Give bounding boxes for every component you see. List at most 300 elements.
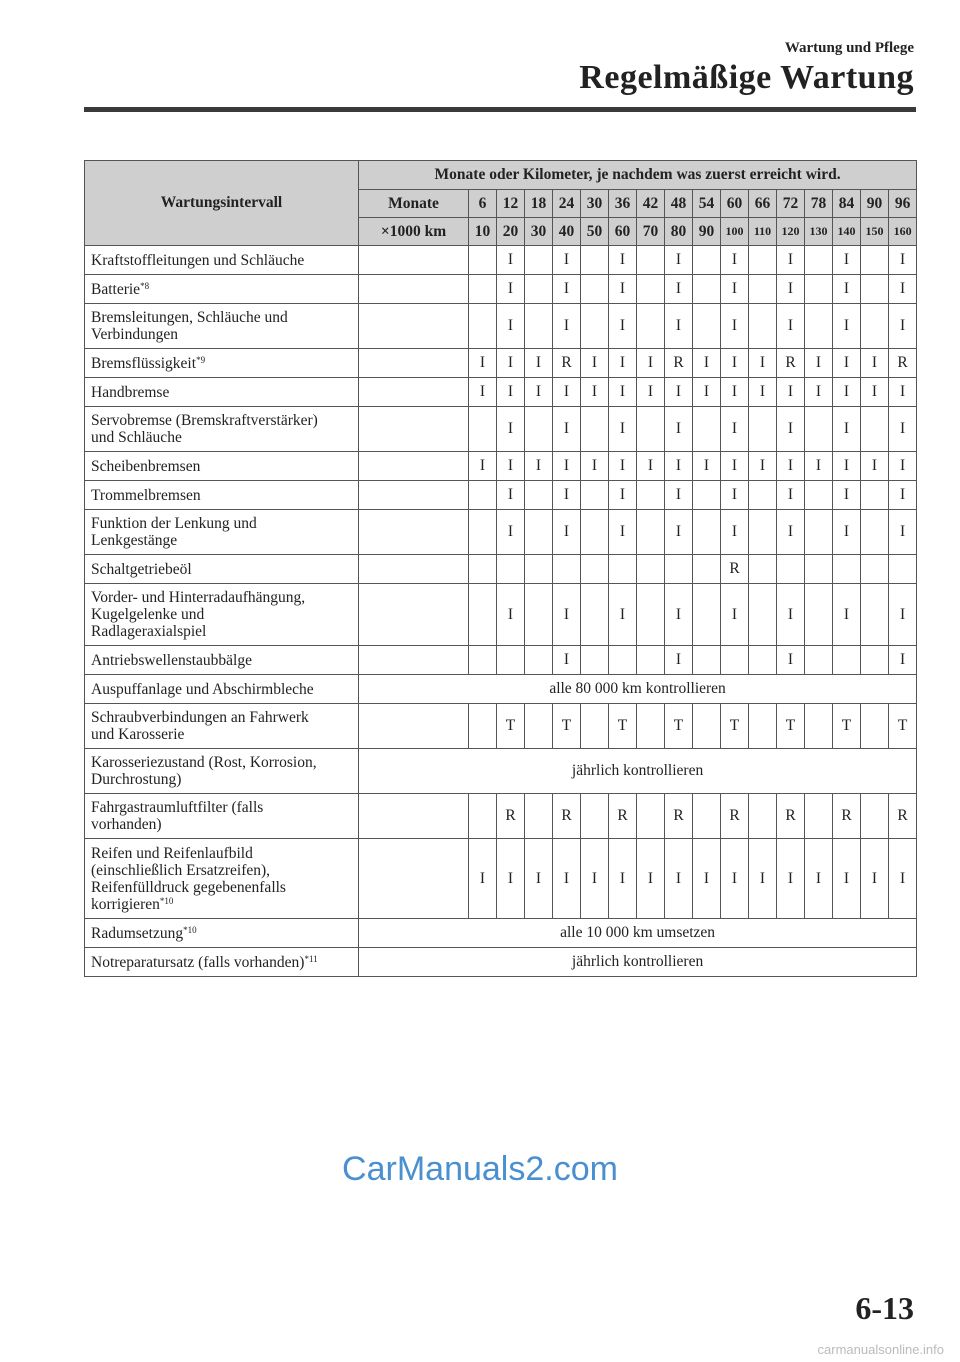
schedule-cell — [581, 794, 609, 839]
month-header-cell: 54 — [693, 190, 721, 218]
schedule-cell — [805, 510, 833, 555]
schedule-cell: R — [721, 555, 749, 584]
table-row — [85, 555, 917, 584]
table-row — [85, 481, 917, 510]
maintenance-item-label: Notreparatursatz (falls vorhanden) — [91, 953, 305, 971]
schedule-cell: I — [721, 349, 749, 378]
table-row — [85, 794, 917, 839]
table-row — [85, 510, 917, 555]
maintenance-item-label: Handbremse — [91, 383, 170, 401]
month-header-cell: 24 — [553, 190, 581, 218]
schedule-cell: I — [609, 452, 637, 481]
schedule-cell: I — [889, 452, 917, 481]
maintenance-item-label: Scheibenbremsen — [91, 457, 201, 475]
schedule-cell: I — [889, 407, 917, 452]
maintenance-item-label: Fahrgastraumluftfilter (falls vorhanden) — [91, 799, 264, 833]
schedule-cell: I — [469, 349, 497, 378]
footnote-ref: *11 — [304, 953, 318, 964]
maintenance-item — [85, 948, 359, 977]
interval-note: jährlich kontrollieren — [359, 948, 917, 977]
schedule-cell — [637, 794, 665, 839]
schedule-cell: I — [609, 584, 637, 646]
schedule-cell: I — [665, 378, 693, 407]
schedule-cell — [581, 510, 609, 555]
schedule-cell — [749, 704, 777, 749]
schedule-cell: I — [833, 481, 861, 510]
schedule-cell: I — [553, 839, 581, 919]
maintenance-item-label: Schraubverbindungen an Fahrwerk und Karosserie — [91, 709, 309, 743]
schedule-cell — [805, 246, 833, 275]
month-header-cell: 12 — [497, 190, 525, 218]
schedule-cell: I — [777, 839, 805, 919]
table-row — [85, 948, 917, 977]
schedule-cell: I — [525, 349, 553, 378]
schedule-cell: I — [469, 839, 497, 919]
schedule-cell — [693, 704, 721, 749]
schedule-cell: I — [581, 452, 609, 481]
month-header-cell: 96 — [889, 190, 917, 218]
schedule-cell — [693, 646, 721, 675]
schedule-cell — [469, 481, 497, 510]
schedule-cell: I — [777, 584, 805, 646]
interval-header: Wartungsintervall — [85, 161, 359, 246]
maintenance-item — [85, 749, 359, 794]
schedule-cell: I — [833, 510, 861, 555]
schedule-cell — [805, 407, 833, 452]
maintenance-item — [85, 349, 359, 378]
maintenance-item-label: Karosseriezustand (Rost, Korrosion, Durchrostung) — [91, 754, 317, 788]
label-spacer-cell — [359, 510, 469, 555]
table-row — [85, 839, 917, 919]
km-header-cell: 90 — [693, 218, 721, 246]
schedule-cell — [525, 275, 553, 304]
maintenance-item — [85, 675, 359, 704]
schedule-cell — [861, 275, 889, 304]
schedule-cell: I — [721, 407, 749, 452]
schedule-cell — [693, 481, 721, 510]
table-row — [85, 275, 917, 304]
schedule-cell: I — [861, 378, 889, 407]
schedule-cell: I — [721, 378, 749, 407]
schedule-cell: I — [777, 481, 805, 510]
label-spacer-cell — [359, 349, 469, 378]
schedule-cell: I — [497, 452, 525, 481]
schedule-cell — [721, 646, 749, 675]
schedule-cell: I — [833, 452, 861, 481]
schedule-cell: R — [889, 349, 917, 378]
schedule-cell: I — [581, 349, 609, 378]
schedule-cell — [469, 794, 497, 839]
schedule-cell: I — [749, 452, 777, 481]
schedule-cell: I — [609, 304, 637, 349]
schedule-cell: T — [889, 704, 917, 749]
schedule-cell: I — [665, 584, 693, 646]
km-header-cell: 160 — [889, 218, 917, 246]
month-header-cell: 60 — [721, 190, 749, 218]
schedule-cell: I — [609, 349, 637, 378]
km-header-cell: 100 — [721, 218, 749, 246]
schedule-cell: I — [497, 481, 525, 510]
schedule-cell — [665, 555, 693, 584]
label-spacer-cell — [359, 794, 469, 839]
schedule-cell: I — [889, 510, 917, 555]
schedule-cell: I — [889, 246, 917, 275]
schedule-cell — [693, 304, 721, 349]
schedule-cell — [749, 510, 777, 555]
schedule-cell: I — [721, 304, 749, 349]
schedule-cell: I — [777, 246, 805, 275]
month-header-cell: 66 — [749, 190, 777, 218]
month-header-cell: 36 — [609, 190, 637, 218]
schedule-cell — [637, 481, 665, 510]
maintenance-table-container — [84, 160, 916, 977]
schedule-cell — [805, 646, 833, 675]
maintenance-item-label: Auspuffanlage und Abschirmbleche — [91, 680, 314, 698]
table-row — [85, 304, 917, 349]
schedule-cell: I — [861, 349, 889, 378]
maintenance-item-label: Vorder- und Hinterradaufhängung, Kugelgelenke und Radlageraxialspiel — [91, 589, 306, 640]
schedule-cell: R — [777, 349, 805, 378]
km-header-cell: 130 — [805, 218, 833, 246]
km-header-cell: 80 — [665, 218, 693, 246]
schedule-cell — [581, 246, 609, 275]
label-spacer-cell — [359, 407, 469, 452]
schedule-cell — [581, 481, 609, 510]
schedule-caption: Monate oder Kilometer, je nachdem was zuerst erreicht wird. — [359, 161, 917, 190]
schedule-cell: I — [665, 304, 693, 349]
footnote-ref: *10 — [159, 895, 174, 906]
schedule-cell: I — [497, 584, 525, 646]
schedule-cell: R — [609, 794, 637, 839]
schedule-cell: I — [721, 275, 749, 304]
schedule-cell — [861, 510, 889, 555]
maintenance-item-label: Reifen und Reifenlaufbild (einschließlich Ersatzreifen), Reifenfülldruck gegebenenfalls korrigieren — [91, 844, 286, 913]
label-spacer-cell — [359, 275, 469, 304]
schedule-cell: I — [497, 349, 525, 378]
schedule-cell — [469, 246, 497, 275]
schedule-cell: I — [665, 246, 693, 275]
table-row — [85, 378, 917, 407]
km-header-cell: 50 — [581, 218, 609, 246]
schedule-cell: R — [833, 794, 861, 839]
month-header-cell: 6 — [469, 190, 497, 218]
schedule-cell: I — [665, 510, 693, 555]
schedule-cell: I — [861, 839, 889, 919]
schedule-cell — [693, 794, 721, 839]
schedule-cell — [637, 646, 665, 675]
schedule-cell — [469, 407, 497, 452]
schedule-cell — [497, 555, 525, 584]
schedule-cell — [469, 646, 497, 675]
schedule-cell: I — [833, 407, 861, 452]
maintenance-item — [85, 275, 359, 304]
month-header-cell: 72 — [777, 190, 805, 218]
schedule-cell: I — [805, 452, 833, 481]
schedule-cell: I — [497, 275, 525, 304]
schedule-cell — [749, 794, 777, 839]
schedule-cell — [861, 555, 889, 584]
table-row — [85, 749, 917, 794]
schedule-cell — [833, 646, 861, 675]
schedule-cell — [861, 794, 889, 839]
schedule-cell: T — [833, 704, 861, 749]
schedule-cell: I — [749, 839, 777, 919]
schedule-cell: T — [553, 704, 581, 749]
month-header-cell: 90 — [861, 190, 889, 218]
maintenance-item — [85, 794, 359, 839]
label-spacer-cell — [359, 378, 469, 407]
schedule-cell: I — [553, 378, 581, 407]
schedule-cell — [469, 304, 497, 349]
maintenance-item-label: Funktion der Lenkung und Lenkgestänge — [91, 515, 257, 549]
schedule-cell: I — [581, 839, 609, 919]
schedule-cell: I — [637, 839, 665, 919]
table-row — [85, 646, 917, 675]
maintenance-item-label: Bremsleitungen, Schläuche und Verbindungen — [91, 309, 288, 343]
table-row — [85, 675, 917, 704]
maintenance-table-body — [85, 246, 917, 977]
schedule-cell: R — [553, 349, 581, 378]
schedule-cell — [693, 584, 721, 646]
maintenance-item-label: Servobremse (Bremskraftverstärker) und Schläuche — [91, 412, 318, 446]
schedule-cell — [693, 275, 721, 304]
label-spacer-cell — [359, 646, 469, 675]
table-row — [85, 919, 917, 948]
schedule-cell: I — [833, 584, 861, 646]
schedule-cell: I — [693, 349, 721, 378]
label-spacer-cell — [359, 555, 469, 584]
km-header-cell: 20 — [497, 218, 525, 246]
maintenance-item — [85, 646, 359, 675]
schedule-cell: I — [693, 378, 721, 407]
label-spacer-cell — [359, 246, 469, 275]
schedule-cell — [749, 584, 777, 646]
schedule-cell: I — [721, 839, 749, 919]
footnote-ref: *8 — [140, 280, 150, 291]
schedule-cell: I — [609, 510, 637, 555]
schedule-cell — [833, 555, 861, 584]
maintenance-item-label: Radumsetzung — [91, 924, 184, 942]
schedule-cell: I — [637, 378, 665, 407]
schedule-cell — [525, 584, 553, 646]
schedule-cell — [749, 304, 777, 349]
interval-note: alle 10 000 km umsetzen — [359, 919, 917, 948]
schedule-cell — [553, 555, 581, 584]
schedule-cell: I — [553, 481, 581, 510]
schedule-cell: R — [497, 794, 525, 839]
schedule-cell: I — [889, 839, 917, 919]
label-spacer-cell — [359, 704, 469, 749]
label-spacer-cell — [359, 452, 469, 481]
schedule-cell — [637, 407, 665, 452]
schedule-cell — [525, 704, 553, 749]
schedule-cell: R — [665, 349, 693, 378]
maintenance-item-label: Batterie — [91, 280, 141, 298]
schedule-cell: I — [721, 452, 749, 481]
schedule-cell: I — [833, 304, 861, 349]
schedule-cell: I — [497, 839, 525, 919]
schedule-cell — [889, 555, 917, 584]
months-label: Monate — [359, 190, 469, 218]
section-label: Wartung und Pflege — [784, 40, 914, 56]
table-row — [85, 349, 917, 378]
km-header-cell: 10 — [469, 218, 497, 246]
schedule-cell: I — [497, 378, 525, 407]
schedule-cell — [525, 407, 553, 452]
schedule-cell: I — [525, 452, 553, 481]
schedule-cell — [525, 481, 553, 510]
schedule-cell — [497, 646, 525, 675]
schedule-cell — [525, 555, 553, 584]
maintenance-item — [85, 510, 359, 555]
km-header-cell: 150 — [861, 218, 889, 246]
schedule-cell — [861, 646, 889, 675]
schedule-cell — [749, 246, 777, 275]
km-header-cell: 40 — [553, 218, 581, 246]
schedule-cell: I — [777, 452, 805, 481]
maintenance-item — [85, 839, 359, 919]
footnote-ref: *10 — [183, 924, 197, 935]
schedule-cell — [469, 704, 497, 749]
maintenance-item-label: Bremsflüssigkeit — [91, 354, 197, 372]
schedule-cell: I — [553, 275, 581, 304]
km-header-cell: 70 — [637, 218, 665, 246]
maintenance-item — [85, 481, 359, 510]
schedule-cell: I — [469, 452, 497, 481]
maintenance-schedule-table — [84, 160, 917, 977]
footnote-ref: *9 — [196, 354, 206, 365]
schedule-cell: I — [609, 246, 637, 275]
maintenance-item-label: Schaltgetriebeöl — [91, 560, 192, 578]
schedule-cell: I — [721, 246, 749, 275]
schedule-cell: I — [889, 378, 917, 407]
maintenance-item — [85, 704, 359, 749]
schedule-cell: R — [889, 794, 917, 839]
schedule-cell — [525, 794, 553, 839]
schedule-cell: I — [889, 646, 917, 675]
schedule-cell: I — [777, 510, 805, 555]
schedule-cell: I — [665, 646, 693, 675]
interval-note: alle 80 000 km kontrollieren — [359, 675, 917, 704]
schedule-cell — [805, 555, 833, 584]
schedule-cell — [805, 704, 833, 749]
maintenance-item — [85, 584, 359, 646]
schedule-cell: R — [777, 794, 805, 839]
watermark-logo: CarManuals2.com — [342, 1150, 618, 1188]
schedule-cell: I — [609, 481, 637, 510]
schedule-cell: I — [777, 378, 805, 407]
table-row — [85, 704, 917, 749]
maintenance-item — [85, 246, 359, 275]
page-header — [579, 38, 914, 98]
schedule-cell — [469, 555, 497, 584]
schedule-cell — [581, 584, 609, 646]
schedule-cell — [469, 275, 497, 304]
schedule-cell: I — [889, 584, 917, 646]
month-header-cell: 42 — [637, 190, 665, 218]
schedule-cell: I — [749, 378, 777, 407]
schedule-cell: I — [553, 584, 581, 646]
schedule-cell — [637, 584, 665, 646]
schedule-cell — [777, 555, 805, 584]
schedule-cell: I — [721, 510, 749, 555]
page-number: 6-13 — [855, 1290, 914, 1326]
schedule-cell: I — [525, 378, 553, 407]
schedule-cell — [525, 246, 553, 275]
schedule-cell: T — [777, 704, 805, 749]
schedule-cell: I — [777, 275, 805, 304]
schedule-cell: I — [553, 452, 581, 481]
schedule-cell: I — [833, 839, 861, 919]
schedule-cell: I — [833, 275, 861, 304]
maintenance-item — [85, 452, 359, 481]
km-header-cell: 110 — [749, 218, 777, 246]
schedule-cell — [861, 584, 889, 646]
schedule-cell: I — [693, 839, 721, 919]
table-row — [85, 452, 917, 481]
schedule-cell: I — [721, 481, 749, 510]
schedule-cell — [805, 304, 833, 349]
schedule-cell — [525, 646, 553, 675]
month-header-cell: 48 — [665, 190, 693, 218]
schedule-cell — [469, 584, 497, 646]
maintenance-item — [85, 555, 359, 584]
schedule-cell — [609, 646, 637, 675]
schedule-cell: I — [497, 246, 525, 275]
schedule-cell — [581, 704, 609, 749]
schedule-cell: I — [805, 839, 833, 919]
schedule-cell — [805, 794, 833, 839]
schedule-cell: I — [553, 304, 581, 349]
schedule-cell: I — [777, 646, 805, 675]
schedule-cell: I — [665, 407, 693, 452]
schedule-cell: I — [833, 246, 861, 275]
schedule-cell: I — [553, 246, 581, 275]
schedule-cell — [637, 275, 665, 304]
schedule-cell — [637, 304, 665, 349]
schedule-cell: I — [609, 275, 637, 304]
schedule-cell — [861, 304, 889, 349]
schedule-cell: I — [609, 378, 637, 407]
schedule-cell: I — [833, 349, 861, 378]
schedule-cell — [581, 555, 609, 584]
km-header-cell: 60 — [609, 218, 637, 246]
schedule-cell: I — [777, 304, 805, 349]
schedule-cell — [609, 555, 637, 584]
page-title: Regelmäßige Wartung — [579, 59, 914, 96]
schedule-cell — [693, 407, 721, 452]
schedule-cell: T — [721, 704, 749, 749]
schedule-cell — [805, 481, 833, 510]
schedule-cell: I — [553, 407, 581, 452]
schedule-cell: R — [721, 794, 749, 839]
schedule-cell: T — [665, 704, 693, 749]
schedule-cell: I — [525, 839, 553, 919]
schedule-cell: I — [749, 349, 777, 378]
schedule-cell: I — [889, 481, 917, 510]
schedule-cell — [581, 304, 609, 349]
table-row — [85, 246, 917, 275]
schedule-cell: I — [497, 510, 525, 555]
schedule-cell — [525, 304, 553, 349]
schedule-cell: R — [665, 794, 693, 839]
schedule-cell: I — [497, 407, 525, 452]
schedule-cell: I — [665, 275, 693, 304]
schedule-cell — [525, 510, 553, 555]
schedule-cell: I — [833, 378, 861, 407]
table-row — [85, 407, 917, 452]
schedule-cell: I — [861, 452, 889, 481]
